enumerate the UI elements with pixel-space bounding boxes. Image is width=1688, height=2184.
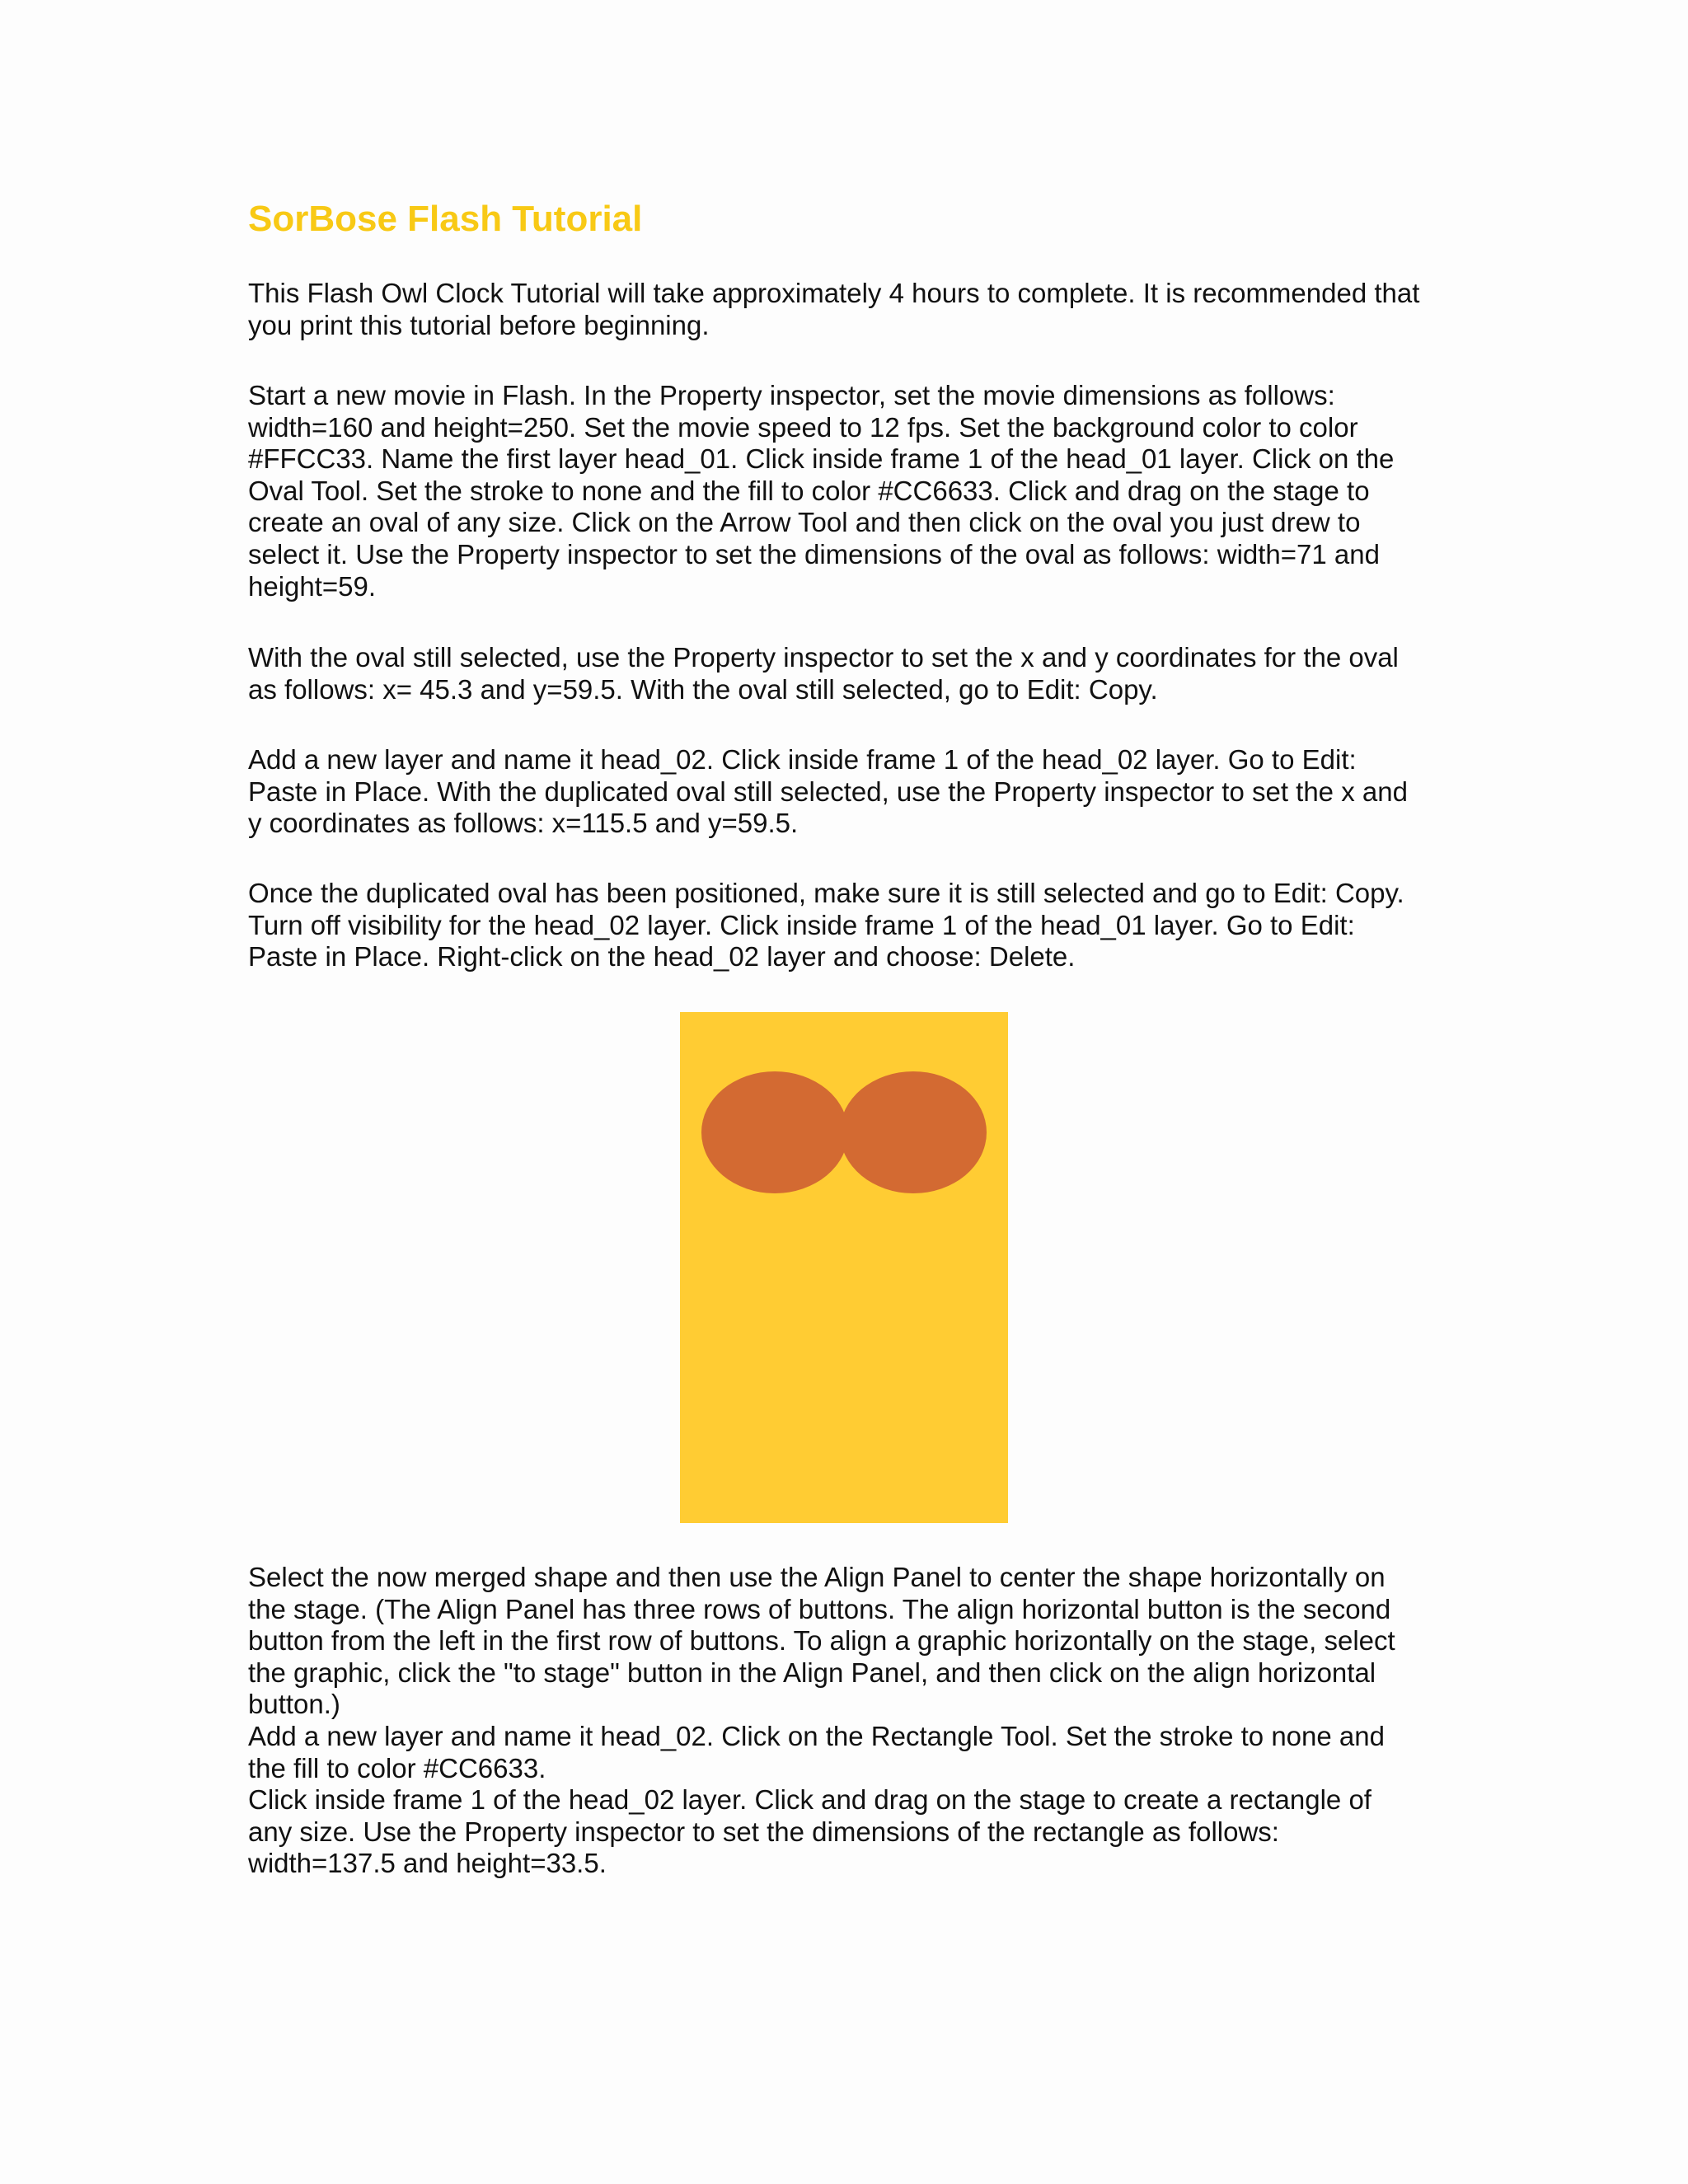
text-line: the stage. (The Align Panel has three rows of buttons. The align horizontal button is the second (248, 1593, 1391, 1624)
setup-paragraph (248, 380, 1394, 602)
text-line: Add a new layer and name it head_02. Click on the Rectangle Tool. Set the stroke to none and (248, 1720, 1385, 1751)
text-line: select it. Use the Property inspector to set the dimensions of the oval as follows: width=71 and (248, 538, 1380, 569)
text-line: the graphic, click the "to stage" button in the Align Panel, and then click on the align horizontal (248, 1657, 1376, 1688)
right-oval (840, 1071, 987, 1193)
text-line: button.) (248, 1689, 340, 1720)
text-line: width=160 and height=250. Set the movie speed to 12 fps. Set the background color to color (248, 411, 1358, 443)
text-line: any size. Use the Property inspector to set the dimensions of the rectangle as follows: (248, 1816, 1279, 1847)
paste-paragraph (248, 878, 1404, 973)
text-line: Once the duplicated oval has been positioned, make sure it is still selected and go to Edit: Copy. (248, 878, 1404, 908)
text-line: Add a new layer and name it head_02. Click inside frame 1 of the head_02 layer. Go to Edit: (248, 744, 1357, 775)
text-line: Paste in Place. With the duplicated oval still selected, use the Property inspector to set the x and (248, 776, 1408, 807)
text-line: Start a new movie in Flash. In the Property inspector, set the movie dimensions as follows: (248, 380, 1335, 410)
text-line: y coordinates as follows: x=115.5 and y=59.5. (248, 808, 799, 839)
stage-svg (680, 1012, 1008, 1523)
text-line: height=59. (248, 570, 377, 602)
text-line: Paste in Place. Right-click on the head_02 layer and choose: Delete. (248, 941, 1076, 972)
text-line: width=137.5 and height=33.5. (248, 1848, 607, 1879)
intro-paragraph (248, 278, 1419, 341)
page-title: SorBose Flash Tutorial (248, 199, 643, 239)
text-line: With the oval still selected, use the Property inspector to set the x and y coordinates for the oval (248, 642, 1399, 673)
new-layer-paragraph (248, 744, 1408, 840)
text-line: create an oval of any size. Click on the Arrow Tool and then click on the oval you just drew to (248, 507, 1361, 538)
text-line: you print this tutorial before beginning. (248, 309, 710, 340)
text-line: Select the now merged shape and then use the Align Panel to center the shape horizontally on (248, 1562, 1386, 1592)
text-line: the fill to color #CC6633. (248, 1752, 546, 1783)
text-line: This Flash Owl Clock Tutorial will take approximately 4 hours to complete. It is recommended that (248, 278, 1420, 308)
text-line: #FFCC33. Name the first layer head_01. Click inside frame 1 of the head_01 layer. Click on the (248, 443, 1395, 475)
text-line: Turn off visibility for the head_02 layer. Click inside frame 1 of the head_01 layer. Go to Edit: (248, 909, 1355, 940)
coordinates-paragraph (248, 642, 1399, 705)
stage-illustration (680, 1012, 1008, 1523)
align-paragraph (248, 1562, 1395, 1880)
left-oval (701, 1071, 848, 1193)
text-line: Oval Tool. Set the stroke to none and the fill to color #CC6633. Click and drag on the stage to (248, 475, 1370, 506)
text-line: Click inside frame 1 of the head_02 layer. Click and drag on the stage to create a rectangle of (248, 1784, 1372, 1816)
text-line: button from the left in the first row of buttons. To align a graphic horizontally on the stage, select (248, 1625, 1395, 1657)
text-line: as follows: x= 45.3 and y=59.5. With the oval still selected, go to Edit: Copy. (248, 673, 1158, 705)
